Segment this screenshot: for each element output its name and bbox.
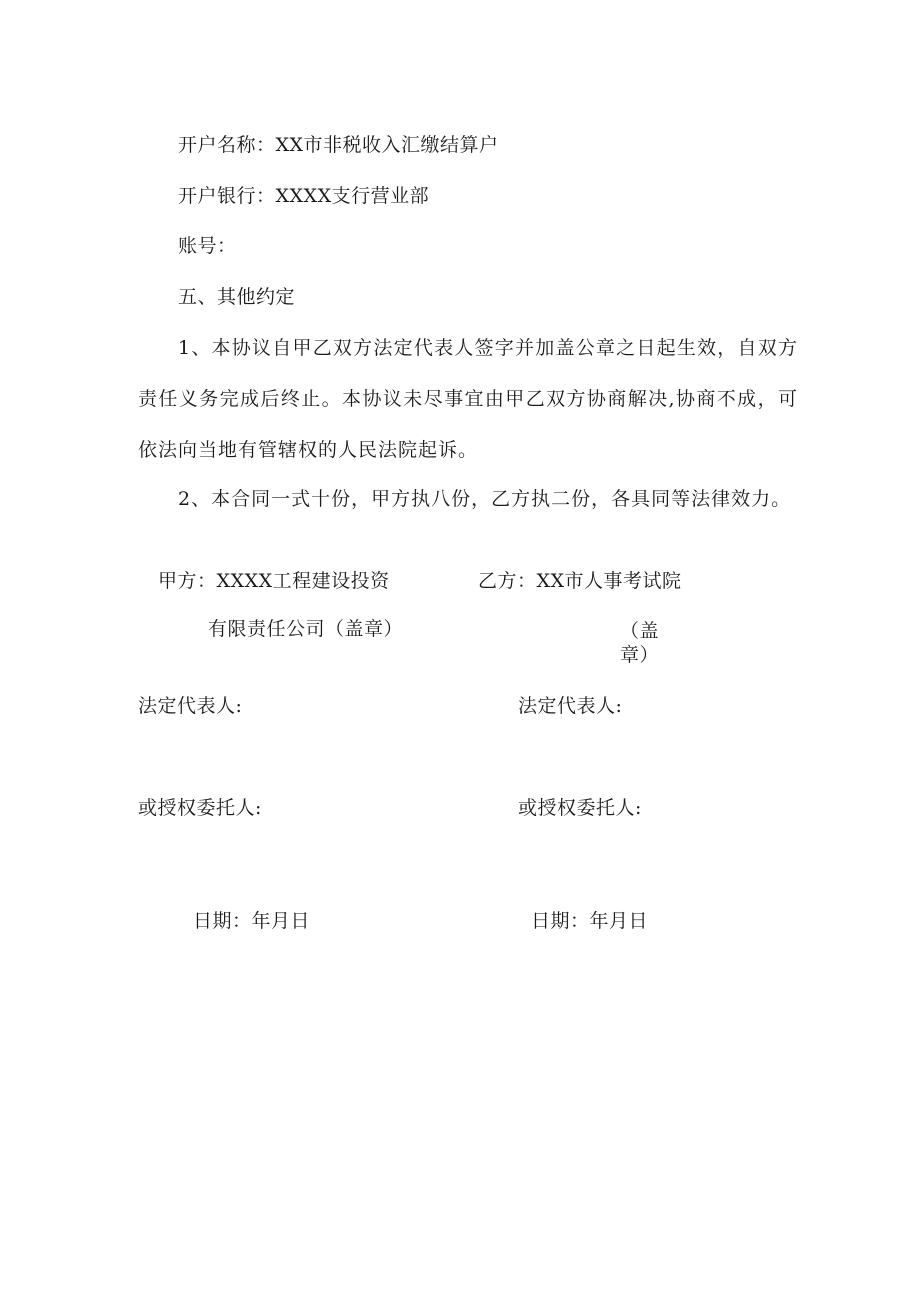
party-a-legal-rep: 法定代表人: [138,695,243,717]
clause-2: 2、本合同一式十份，甲方执八份，乙方执二份，各具同等法律效力。 [178,488,792,510]
party-b-seal-line1: （盖 [620,620,660,642]
account-name-line: 开户名称：XX市非税收入汇缴结算户 [178,134,499,156]
clause-1: 1、本协议自甲乙双方法定代表人签字并加盖公章之日起生效，自双方责任义务完成后终止。本协议未尽事宜由甲乙双方协商解决,协商不成，可依法向当地有管辖权的人民法院起诉。 [138,337,798,461]
party-b-legal-rep: 法定代表人: [518,695,623,717]
account-number-line: 账号： [178,235,237,257]
section-heading: 五、其他约定 [178,286,296,308]
party-b-seal-line2: 章） [620,644,660,666]
party-b-authorized: 或授权委托人: [518,797,642,819]
party-b-date: 日期：年月日 [531,910,649,932]
party-a-name-line2: 有限责任公司（盖章） [208,618,404,640]
account-bank-line: 开户银行：XXXX支行营业部 [178,185,430,207]
party-a-authorized: 或授权委托人: [138,797,262,819]
party-a-name-line1: 甲方：XXXX工程建设投资 [158,570,390,592]
party-b-name-line1: 乙方：XX市人事考试院 [478,570,682,592]
party-a-date: 日期：年月日 [193,910,311,932]
